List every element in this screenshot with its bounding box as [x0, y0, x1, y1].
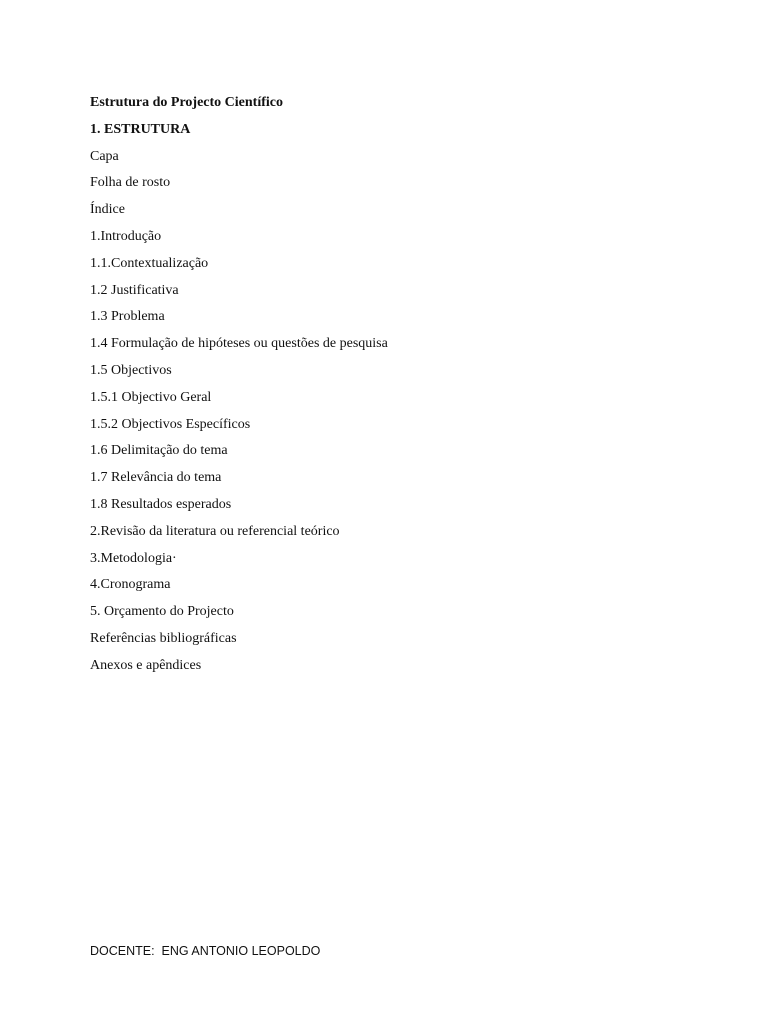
list-item: 1.8 Resultados esperados	[90, 496, 232, 512]
section-heading: 1. ESTRUTURA	[90, 121, 191, 137]
list-item: 1.5.2 Objectivos Específicos	[90, 416, 251, 432]
list-item: 1.5 Objectivos	[90, 362, 172, 378]
list-item: 5. Orçamento do Projecto	[90, 604, 234, 620]
list-item: 1.6 Delimitação do tema	[90, 443, 228, 459]
list-item: 4.Cronograma	[90, 577, 171, 593]
list-item: 1.3 Problema	[90, 309, 165, 325]
list-item: Índice	[90, 202, 125, 218]
list-item: 1.2 Justificativa	[90, 282, 179, 298]
list-item: 3.Metodologia·	[90, 550, 177, 566]
list-item: Anexos e apêndices	[90, 657, 202, 673]
footer-docente: DOCENTE: ENG ANTONIO LEOPOLDO	[90, 944, 321, 958]
list-item: 1.5.1 Objectivo Geral	[90, 389, 212, 405]
list-item: Folha de rosto	[90, 175, 171, 191]
list-item: 1.1.Contextualização	[90, 255, 209, 271]
list-item: 1.4 Formulação de hipóteses ou questões de pesquisa	[90, 336, 388, 352]
list-item: 2.Revisão da literatura ou referencial teórico	[90, 523, 340, 539]
document-content	[90, 93, 690, 683]
list-item: 1.7 Relevância do tema	[90, 470, 222, 486]
document-title: Estrutura do Projecto Científico	[90, 95, 283, 110]
list-item: 1.Introdução	[90, 228, 162, 244]
list-item: Capa	[90, 148, 119, 164]
list-item: Referências bibliográficas	[90, 630, 237, 646]
